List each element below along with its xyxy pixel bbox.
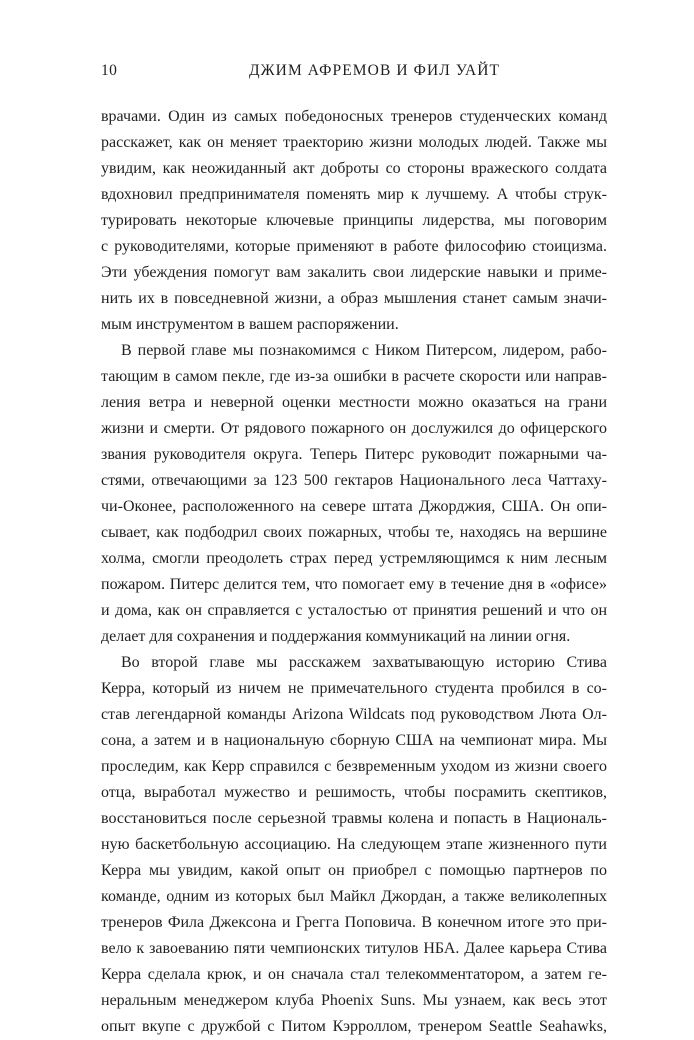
page-number: 10: [101, 62, 118, 79]
text-line: Керра, который из ничем не примечательного студента пробился в со-: [101, 680, 607, 697]
text-line: жизни и смерти. От рядового пожарного он дослужился до офицерского: [101, 420, 607, 437]
text-line: делает для сохранения и поддержания коммуникаций на линии огня.: [101, 628, 571, 645]
paragraph: [101, 338, 607, 650]
paragraph: [101, 104, 607, 338]
text-line: пожаром. Питерс делится тем, что помогает ему в течение дня в «офисе»: [101, 576, 607, 593]
text-line: отца, выработал мужество и решимость, чтобы посрамить скептиков,: [101, 784, 607, 801]
text-line: тающим в самом пекле, где из-за ошибки в расчете скорости или направ-: [101, 368, 607, 385]
text-line: став легендарной команды Arizona Wildcats под руководством Люта Ол-: [101, 706, 607, 723]
text-line: нить их в повседневной жизни, а образ мышления станет самым значи-: [101, 290, 607, 307]
running-header: [101, 62, 607, 84]
text-line: вело к завоеванию пяти чемпионских титулов НБА. Далее карьера Стива: [101, 940, 607, 957]
text-line: сывает, как подбодрил своих пожарных, чтобы те, находясь на вершине: [101, 524, 607, 541]
text-line: мым инструментом в вашем распоряжении.: [101, 316, 399, 333]
text-line: восстановиться после серьезной травмы колена и попасть в Националь-: [101, 810, 607, 827]
text-line: команде, одним из которых был Майкл Джордан, а также великолепных: [101, 888, 607, 905]
paragraph: [101, 650, 607, 1040]
text-line: Во второй главе мы расскажем захватывающую историю Стива: [121, 654, 607, 671]
text-line: ления ветра и неверной оценки местности можно оказаться на грани: [101, 394, 607, 411]
text-line: В первой главе мы познакомимся с Ником Питерсом, лидером, рабо-: [121, 342, 607, 359]
running-title-authors: ДЖИМ АФРЕМОВ И ФИЛ УАЙТ: [249, 62, 501, 79]
text-line: звания руководителя округа. Теперь Питерс руководит пожарными ча-: [101, 446, 607, 463]
body-text: [101, 104, 607, 1040]
text-line: ную баскетбольную ассоциацию. На следующем этапе жизненного пути: [101, 836, 607, 853]
text-line: сона, а затем и в национальную сборную США на чемпионат мира. Мы: [101, 732, 607, 749]
text-line: расскажет, как он меняет траекторию жизни молодых людей. Также мы: [101, 134, 607, 151]
text-line: и дома, как он справляется с усталостью от принятия решений и что он: [101, 602, 607, 619]
text-line: чи-Оконее, расположенного на севере штата Джорджия, США. Он опи-: [101, 498, 607, 515]
text-line: опыт вкупе с дружбой с Питом Кэрроллом, тренером Seattle Seahawks,: [101, 1018, 607, 1035]
text-line: с руководителями, которые применяют в работе философию стоицизма.: [101, 238, 607, 255]
text-line: турировать некоторые ключевые принципы лидерства, мы поговорим: [101, 212, 607, 229]
text-line: вдохновил предпринимателя поменять мир к лучшему. А чтобы струк-: [101, 186, 607, 203]
text-line: Керра сделала крюк, и он сначала стал телекомментатором, а затем ге-: [101, 966, 607, 983]
text-line: холма, смогли преодолеть страх перед устремляющимся к ним лесным: [101, 550, 607, 567]
text-line: Эти убеждения помогут вам закалить свои лидерские навыки и приме-: [101, 264, 607, 281]
text-line: Керра мы увидим, какой опыт он приобрел с помощью партнеров по: [101, 862, 607, 879]
text-line: увидим, как неожиданный акт доброты со стороны вражеского солдата: [101, 160, 607, 177]
text-line: стями, отвечающими за 123 500 гектаров Национального леса Чаттаху-: [101, 472, 607, 489]
text-line: проследим, как Керр справился с безвременным уходом из жизни своего: [101, 758, 607, 775]
text-line: неральным менеджером клуба Phoenix Suns. Мы узнаем, как весь этот: [101, 992, 607, 1009]
text-line: тренеров Фила Джексона и Грегга Поповича. В конечном итоге это при-: [101, 914, 607, 931]
text-line: врачами. Один из самых победоносных тренеров студенческих команд: [101, 108, 607, 125]
